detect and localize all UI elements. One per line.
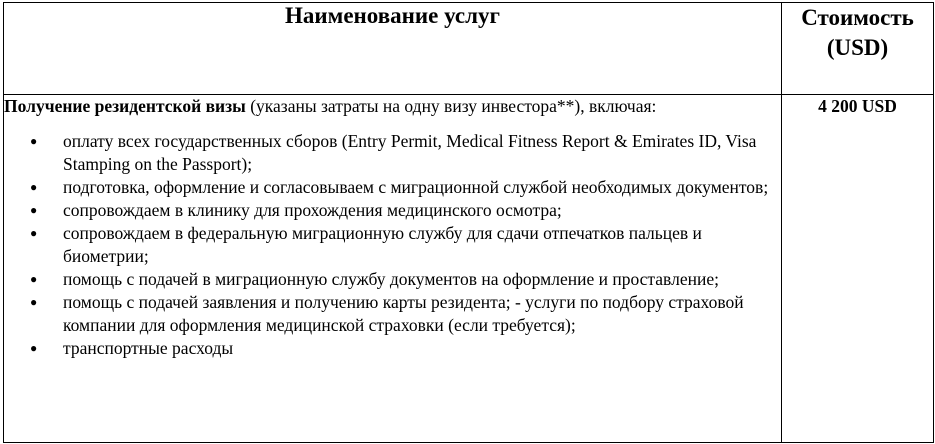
bullet-icon: ● <box>30 341 38 355</box>
list-item-text: помощь с подачей заявления и получению карты резидента; - услуги по подбору страховой компании для оформления медицинской страховки (если требуется); <box>63 292 744 335</box>
list-item <box>4 176 781 199</box>
service-title-detail: (указаны затраты на одну визу инвестора**), включая: <box>245 96 657 116</box>
service-intro <box>4 95 781 118</box>
list-item-text: транспортные расходы <box>63 338 234 358</box>
list-item-text: помощь с подачей в миграционную службу документов на оформление и проставление; <box>63 269 719 289</box>
services-table <box>3 2 934 443</box>
table-row <box>4 95 934 443</box>
list-item <box>4 199 781 222</box>
list-item <box>4 130 781 176</box>
bullet-icon: ● <box>30 272 38 286</box>
bullet-icon: ● <box>30 134 38 148</box>
bullet-icon: ● <box>30 295 38 309</box>
list-item-text: оплату всех государственных сборов (Entry Permit, Medical Fitness Report & Emirates ID, Visa Stamping on the Passport); <box>63 131 757 174</box>
service-items-list <box>4 130 781 360</box>
list-item <box>4 291 781 337</box>
service-price-cell <box>782 95 934 443</box>
header-cost <box>782 3 934 95</box>
list-item <box>4 268 781 291</box>
header-cost-currency: (USD) <box>826 35 889 60</box>
list-item-text: сопровождаем в федеральную миграционную службу для сдачи отпечатков пальцев и биометрии; <box>63 223 702 266</box>
list-item <box>4 337 781 360</box>
header-cost-label: Стоимость <box>801 5 914 30</box>
service-description-cell <box>4 95 782 443</box>
bullet-icon: ● <box>30 180 38 194</box>
service-title: Получение резидентской визы <box>4 96 246 116</box>
bullet-icon: ● <box>30 203 38 217</box>
list-item-text: подготовка, оформление и согласовываем с миграционной службой необходимых документов; <box>63 177 769 197</box>
header-services-name: Наименование услуг <box>4 3 782 95</box>
table-header-row <box>4 3 934 95</box>
service-price: 4 200 USD <box>818 96 897 116</box>
list-item <box>4 222 781 268</box>
list-item-text: сопровождаем в клинику для прохождения медицинского осмотра; <box>63 200 562 220</box>
bullet-icon: ● <box>30 226 38 240</box>
